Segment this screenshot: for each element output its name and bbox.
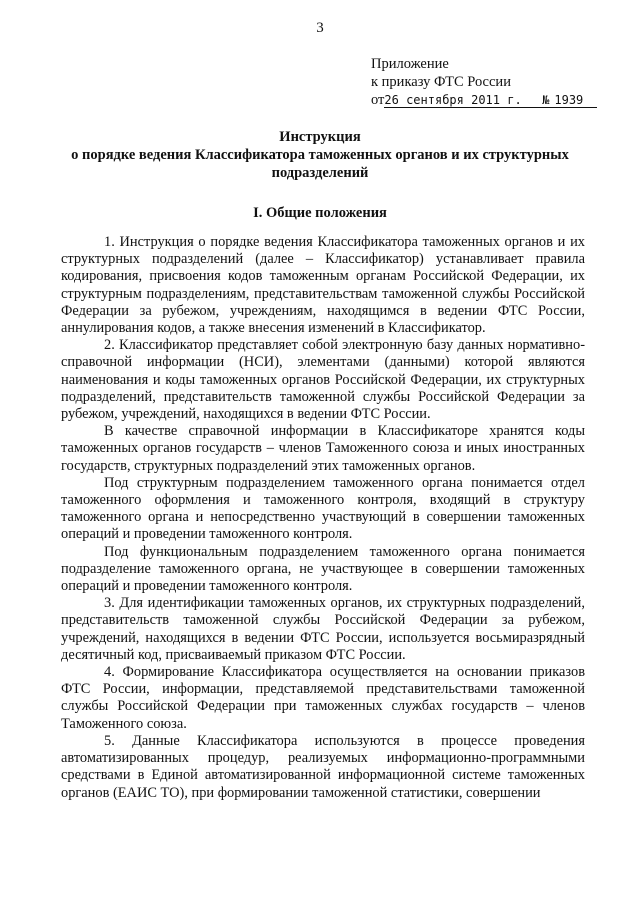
paragraph-3: В качестве справочной информации в Классификаторе хранятся коды таможенных органов государств – членов Таможенного союза и иных иностранных государств, структурных подразделений этих таможенных органов. — [61, 423, 585, 474]
body-text — [61, 234, 585, 802]
paragraph-4: Под структурным подразделением таможенного органа понимается отдел таможенного оформления и таможенного контроля, входящий в структуру таможенного органа и непосредственно участвующий в совершении таможенных операций и проведении таможенного контроля. — [61, 474, 585, 543]
number-gap — [525, 93, 542, 108]
date-prefix: от — [371, 92, 385, 108]
number-prefix: № — [542, 93, 552, 108]
appendix-block — [371, 55, 597, 109]
order-date: 26 сентября 2011 г. — [384, 93, 524, 108]
paragraph-5: Под функциональным подразделением таможенного органа понимается подразделение таможенного органа, не участвующее в совершении таможенных операций и проведении таможенного контроля. — [61, 543, 585, 595]
document-title — [40, 128, 600, 182]
title-line-1: Инструкция — [279, 129, 361, 145]
title-line-2: о порядке ведения Классификатора таможенных органов и их структурных — [71, 147, 569, 163]
appendix-order-reference: к приказу ФТС России — [371, 74, 511, 90]
paragraph-8: 5. Данные Классификатора используются в процессе проведения автоматизированных процедур, реализуемых информационно-программными средствами в Единой автоматизированной информационной системе таможенных органов (ЕАИС ТО), при формировании таможенной статистики, совершении — [61, 732, 585, 801]
appendix-label: Приложение — [371, 56, 449, 72]
order-number: 1939 — [552, 93, 597, 108]
section-heading: I. Общие положения — [253, 205, 387, 221]
appendix-date-line — [371, 91, 597, 109]
title-line-3: подразделений — [271, 165, 369, 181]
page-number: 3 — [316, 20, 324, 36]
paragraph-2: 2. Классификатор представляет собой электронную базу данных нормативно-справочной информации (НСИ), элементами (данными) которой являются наименования и коды таможенных органов Российской Федерации, их структурных подразделений, представительств таможенной службы Российской Федерации за рубежом, учреждений, находящихся в ведении ФТС России. — [61, 337, 585, 423]
paragraph-7: 4. Формирование Классификатора осуществляется на основании приказов ФТС России, информации, представляемой представительствами таможенной службы Российской Федерации при таможенных службах государств – членов Таможенного союза. — [61, 664, 585, 732]
paragraph-6: 3. Для идентификации таможенных органов, их структурных подразделений, представительств таможенной службы Российской Федерации за рубежом, учреждений, находящихся в ведении ФТС России, используется восьмиразрядный десятичный код, присваиваемый приказом ФТС России. — [61, 595, 585, 663]
paragraph-1: 1. Инструкция о порядке ведения Классификатора таможенных органов и их структурных подразделений (далее – Классификатор) устанавливает правила кодирования, присвоения кодов таможенным органам Российской Федерации, их структурным подразделениям, представительствам таможенной службы Российской Федерации за рубежом, учреждениям, находящимся в ведении ФТС России, аннулирования кодов, а также внесения изменений в Классификатор. — [61, 234, 585, 337]
